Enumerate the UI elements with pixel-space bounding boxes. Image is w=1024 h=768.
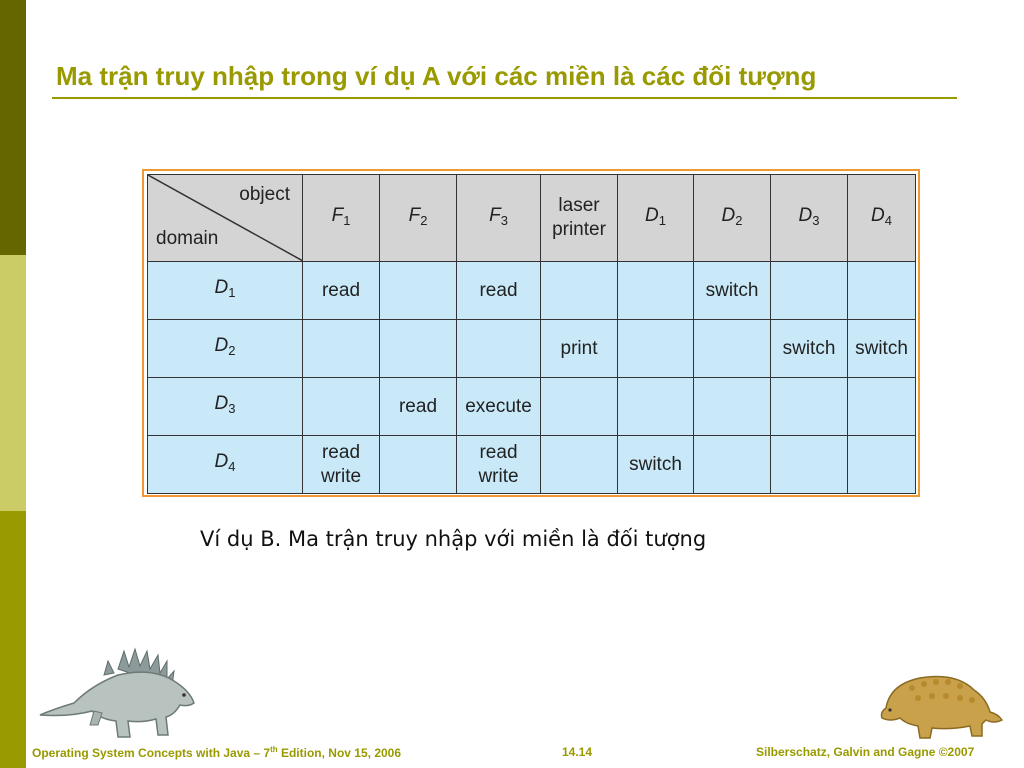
matrix-cell xyxy=(618,378,694,436)
matrix-corner-cell xyxy=(148,175,303,262)
matrix-row xyxy=(148,378,916,436)
row-header-cell xyxy=(148,320,303,378)
matrix-cell xyxy=(380,320,457,378)
matrix-cell xyxy=(541,262,618,320)
matrix-cell xyxy=(848,262,916,320)
row-header-cell xyxy=(148,262,303,320)
matrix-cell xyxy=(541,320,618,378)
row-header-cell xyxy=(148,378,303,436)
column-header-subscript: 1 xyxy=(343,212,351,228)
matrix-cell xyxy=(694,378,771,436)
column-header-line: printer xyxy=(552,219,606,240)
row-header-subscript: 3 xyxy=(228,401,236,416)
access-right: read xyxy=(321,279,361,301)
row-header-subscript: 1 xyxy=(228,285,236,300)
access-right: print xyxy=(560,337,598,359)
column-header-subscript: 3 xyxy=(500,212,508,228)
column-header-subscript: 3 xyxy=(812,212,820,228)
ankylosaurus-illustration xyxy=(876,668,1004,742)
matrix-cell xyxy=(541,378,618,436)
matrix-cell xyxy=(771,378,848,436)
matrix-cell xyxy=(618,320,694,378)
matrix-cell xyxy=(457,378,541,436)
column-header-subscript: 2 xyxy=(735,212,743,228)
access-right: execute xyxy=(465,395,532,417)
column-header-base: F xyxy=(331,204,344,226)
matrix-cell xyxy=(771,262,848,320)
footer-course-prefix: Operating System Concepts with Java – 7 xyxy=(32,746,271,760)
matrix-cell xyxy=(848,320,916,378)
column-header-d1 xyxy=(618,175,694,262)
footer-course-title xyxy=(32,745,401,760)
footer-course-superscript: th xyxy=(270,745,278,754)
access-right: read xyxy=(479,279,518,301)
matrix-cell xyxy=(457,320,541,378)
column-header-base: D xyxy=(798,204,813,226)
row-header-base: D xyxy=(214,277,229,298)
column-header-f1 xyxy=(303,175,380,262)
access-right: switch xyxy=(629,453,682,475)
sidebar-stripe-middle xyxy=(0,255,26,511)
column-header-laser-printer xyxy=(541,175,618,262)
access-right: switch xyxy=(705,279,759,301)
access-right: write xyxy=(320,465,362,487)
access-matrix xyxy=(147,174,916,494)
matrix-cell xyxy=(457,262,541,320)
matrix-cell xyxy=(541,436,618,494)
title-underline xyxy=(52,97,957,99)
sidebar-stripe-bottom xyxy=(0,511,26,768)
column-header-f3 xyxy=(457,175,541,262)
figure-caption: Ví dụ B. Ma trận truy nhập với miền là đối tượng xyxy=(200,527,707,551)
access-right: switch xyxy=(855,337,908,359)
column-header-line: laser xyxy=(558,195,600,216)
column-header-d2 xyxy=(694,175,771,262)
row-header-base: D xyxy=(214,335,229,356)
column-header-subscript: 2 xyxy=(420,212,428,228)
access-right: read xyxy=(398,395,438,417)
column-header-base: F xyxy=(489,204,501,226)
slide-title: Ma trận truy nhập trong ví dụ A với các miền là các đối tượng xyxy=(56,61,817,91)
row-header-base: D xyxy=(214,393,229,414)
row-header-subscript: 4 xyxy=(228,459,236,474)
column-header-f2 xyxy=(380,175,457,262)
column-header-subscript: 1 xyxy=(658,212,666,228)
footer-page-number: 14.14 xyxy=(562,745,593,759)
matrix-cell xyxy=(694,436,771,494)
access-right: read xyxy=(479,441,518,463)
matrix-cell xyxy=(771,436,848,494)
matrix-row xyxy=(148,436,916,494)
matrix-cell xyxy=(694,320,771,378)
matrix-cell xyxy=(380,378,457,436)
matrix-row xyxy=(148,262,916,320)
access-right: write xyxy=(478,465,519,487)
corner-domain-label: domain xyxy=(156,228,219,249)
matrix-header-row xyxy=(148,175,916,262)
matrix-cell xyxy=(848,436,916,494)
row-header-subscript: 2 xyxy=(228,343,236,358)
row-header-cell xyxy=(148,436,303,494)
row-header-base: D xyxy=(214,451,229,472)
column-header-base: D xyxy=(871,204,885,226)
matrix-cell xyxy=(694,262,771,320)
matrix-cell xyxy=(380,436,457,494)
column-header-base: D xyxy=(721,204,736,226)
matrix-cell xyxy=(848,378,916,436)
matrix-cell xyxy=(303,378,380,436)
sidebar-stripe-top xyxy=(0,0,26,255)
matrix-cell xyxy=(303,320,380,378)
column-header-base: F xyxy=(408,204,421,226)
matrix-cell xyxy=(771,320,848,378)
access-right: switch xyxy=(782,337,836,359)
matrix-body xyxy=(148,262,916,494)
column-header-subscript: 4 xyxy=(884,212,892,228)
corner-object-label: object xyxy=(239,184,290,205)
access-right: read xyxy=(321,441,361,463)
matrix-cell xyxy=(380,262,457,320)
access-matrix-frame xyxy=(142,169,920,497)
matrix-cell xyxy=(303,436,380,494)
matrix-cell xyxy=(618,436,694,494)
matrix-row xyxy=(148,320,916,378)
matrix-cell xyxy=(618,262,694,320)
matrix-cell xyxy=(457,436,541,494)
footer-copyright: Silberschatz, Galvin and Gagne ©2007 xyxy=(756,745,975,759)
column-header-base: D xyxy=(645,204,659,226)
footer-course-suffix: Edition, Nov 15, 2006 xyxy=(277,746,402,760)
stegosaurus-illustration xyxy=(34,645,199,743)
column-header-d3 xyxy=(771,175,848,262)
column-header-d4 xyxy=(848,175,916,262)
matrix-cell xyxy=(303,262,380,320)
